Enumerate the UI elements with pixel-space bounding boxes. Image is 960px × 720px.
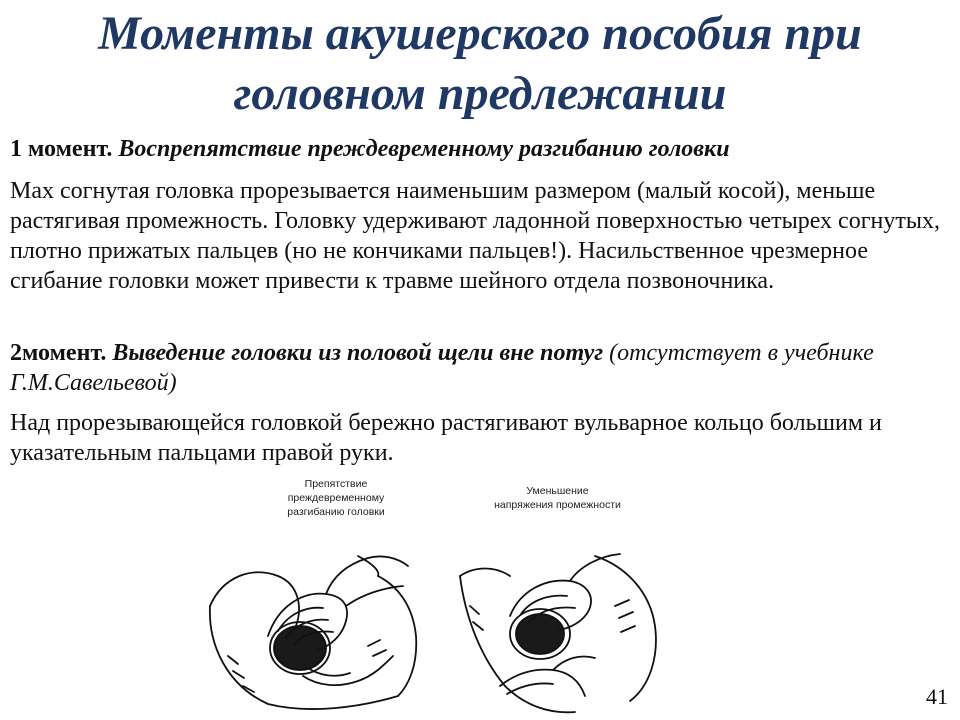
moment1-heading-row [10, 134, 950, 164]
figure2-caption [460, 484, 655, 512]
figure2-caption-line1: Уменьшение [526, 485, 589, 497]
moment2-heading: Выведение головки из половой щели вне потуг [112, 340, 604, 366]
figure1-caption-line3: разгибанию головки [287, 506, 385, 518]
perineum-support-illustration [455, 536, 660, 714]
hand-on-head-illustration [208, 536, 420, 711]
moment1-label: 1 момент. [10, 136, 113, 162]
title-line-1: Моменты акушерского пособия при [98, 7, 862, 60]
figure2-caption-line2: напряжения промежности [494, 499, 621, 511]
moment2-heading-row [10, 338, 950, 398]
moment2-text: Над прорезывающейся головкой бережно растягивают вульварное кольцо большим и указательным пальцами правой руки. [10, 410, 882, 466]
slide-title [20, 4, 940, 124]
figure1-caption [256, 477, 416, 519]
moment1-text: Мах согнутая головка прорезывается наименьшим размером (малый косой), меньше растягивая промежность. Головку удерживают ладонной поверхностью четырех согнутых, плотно прижатых пальцев (но не кончиками пальцев!). Насильственное чрезмерное сгибание головки может привести к травме шейного отдела позвоночника. [10, 178, 941, 294]
title-line-2: головном предлежании [233, 67, 727, 120]
moment2-label: 2момент. [10, 340, 107, 366]
figure1-caption-line1: Препятствие [304, 478, 368, 490]
moment1-heading: Воспрепятствие преждевременному разгибанию головки [118, 136, 730, 162]
moment2-note: (отсутствует в учебнике Г.М.Савельевой) [10, 340, 874, 396]
page-number: 41 [926, 684, 948, 709]
figure1-caption-line2: преждевременному [287, 492, 385, 504]
